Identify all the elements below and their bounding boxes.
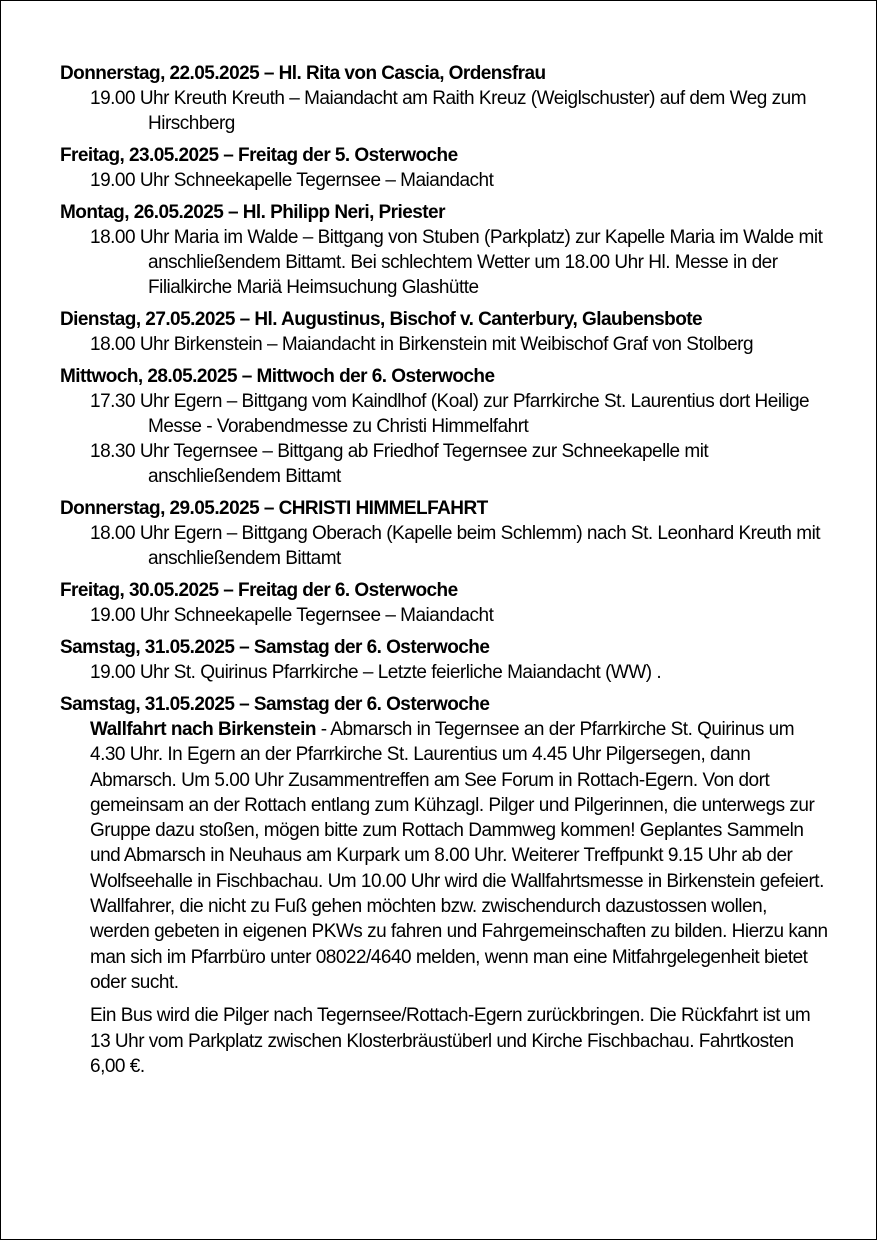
event-item: 18.00 Uhr Egern – Bittgang Oberach (Kapelle beim Schlemm) nach St. Leonhard Kreuth mit anschließendem Bittamt: [90, 523, 821, 569]
event-item: 19.00 Uhr St. Quirinus Pfarrkirche – Letzte feierliche Maiandacht (WW) .: [90, 662, 662, 683]
pilgrimage-entry: [60, 692, 830, 1079]
day-heading: Freitag, 23.05.2025 – Freitag der 5. Osterwoche: [60, 145, 458, 166]
day-heading: Dienstag, 27.05.2025 – Hl. Augustinus, Bischof v. Canterbury, Glaubensbote: [60, 309, 703, 330]
day-entry: [60, 364, 830, 489]
day-entry: [60, 578, 830, 628]
day-entry: [60, 307, 830, 357]
day-heading: Montag, 26.05.2025 – Hl. Philipp Neri, Priester: [60, 202, 445, 223]
day-entry: [60, 496, 830, 571]
day-entry: [60, 635, 830, 685]
day-heading: Mittwoch, 28.05.2025 – Mittwoch der 6. Osterwoche: [60, 366, 495, 387]
day-entry: [60, 143, 830, 193]
day-entry: [60, 200, 830, 300]
event-item: 19.00 Uhr Schneekapelle Tegernsee – Maiandacht: [90, 605, 494, 626]
bus-info-paragraph: Ein Bus wird die Pilger nach Tegernsee/Rottach-Egern zurückbringen. Die Rückfahrt ist um 13 Uhr vom Parkplatz zwischen Klosterbräustüberl und Kirche Fischbachau. Fahrtkosten 6,00 €.: [90, 1005, 811, 1077]
day-heading: Samstag, 31.05.2025 – Samstag der 6. Osterwoche: [60, 694, 490, 715]
pilgrimage-body: - Abmarsch in Tegernsee an der Pfarrkirche St. Quirinus um 4.30 Uhr. In Egern an der Pfarrkirche St. Laurentius um 4.45 Uhr Pilgersegen, dann Abmarsch. Um 5.00 Uhr Zusammentreffen am See Forum in Rottach-Egern. Von dort gemeinsam an der Rottach entlang zum Kühzagl. Pilger und Pilgerinnen, die unterwegs zur Gruppe dazu stoßen, mögen bitte zum Rottach Dammweg kommen! Geplantes Sammeln und Abmarsch in Neuhaus am Kurpark um 8.00 Uhr. Weiterer Treffpunkt 9.15 Uhr ab der Wolfseehalle in Fischbachau. Um 10.00 Uhr wird die Wallfahrtsmesse in Birkenstein gefeiert. Wallfahrer, die nicht zu Fuß gehen möchten bzw. zwischendurch dazustossen wollen, werden gebeten in eigenen PKWs zu fahren und Fahrgemeinschaften zu bilden. Hierzu kann man sich im Pfarrbüro unter 08022/4640 melden, wenn man eine Mitfahrgelegenheit bietet oder sucht.: [90, 719, 828, 993]
event-item: 18.00 Uhr Birkenstein – Maiandacht in Birkenstein mit Weibischof Graf von Stolberg: [90, 334, 754, 355]
event-item: 18.30 Uhr Tegernsee – Bittgang ab Friedhof Tegernsee zur Schneekapelle mit anschließendem Bittamt: [90, 441, 709, 487]
event-item: 19.00 Uhr Kreuth Kreuth – Maiandacht am Raith Kreuz (Weiglschuster) auf dem Weg zum Hirschberg: [90, 88, 807, 134]
event-item: 19.00 Uhr Schneekapelle Tegernsee – Maiandacht: [90, 170, 494, 191]
day-heading: Samstag, 31.05.2025 – Samstag der 6. Osterwoche: [60, 637, 490, 658]
day-heading: Freitag, 30.05.2025 – Freitag der 6. Osterwoche: [60, 580, 458, 601]
day-heading: Donnerstag, 29.05.2025 – CHRISTI HIMMELFAHRT: [60, 498, 488, 519]
day-entry: [60, 61, 830, 136]
pilgrimage-details: [60, 717, 830, 1079]
event-item: 18.00 Uhr Maria im Walde – Bittgang von Stuben (Parkplatz) zur Kapelle Maria im Walde mit anschließendem Bittamt. Bei schlechtem Wetter um 18.00 Uhr Hl. Messe in der Filialkirche Mariä Heimsuchung Glashütte: [90, 227, 823, 298]
day-heading: Donnerstag, 22.05.2025 – Hl. Rita von Cascia, Ordensfrau: [60, 63, 546, 84]
pilgrimage-title: Wallfahrt nach Birkenstein: [90, 719, 316, 740]
event-item: 17.30 Uhr Egern – Bittgang vom Kaindlhof (Koal) zur Pfarrkirche St. Laurentius dort Heilige Messe - Vorabendmesse zu Christi Himmelfahrt: [90, 391, 810, 437]
schedule-content: [60, 61, 830, 1087]
pilgrimage-paragraph: [90, 717, 830, 995]
